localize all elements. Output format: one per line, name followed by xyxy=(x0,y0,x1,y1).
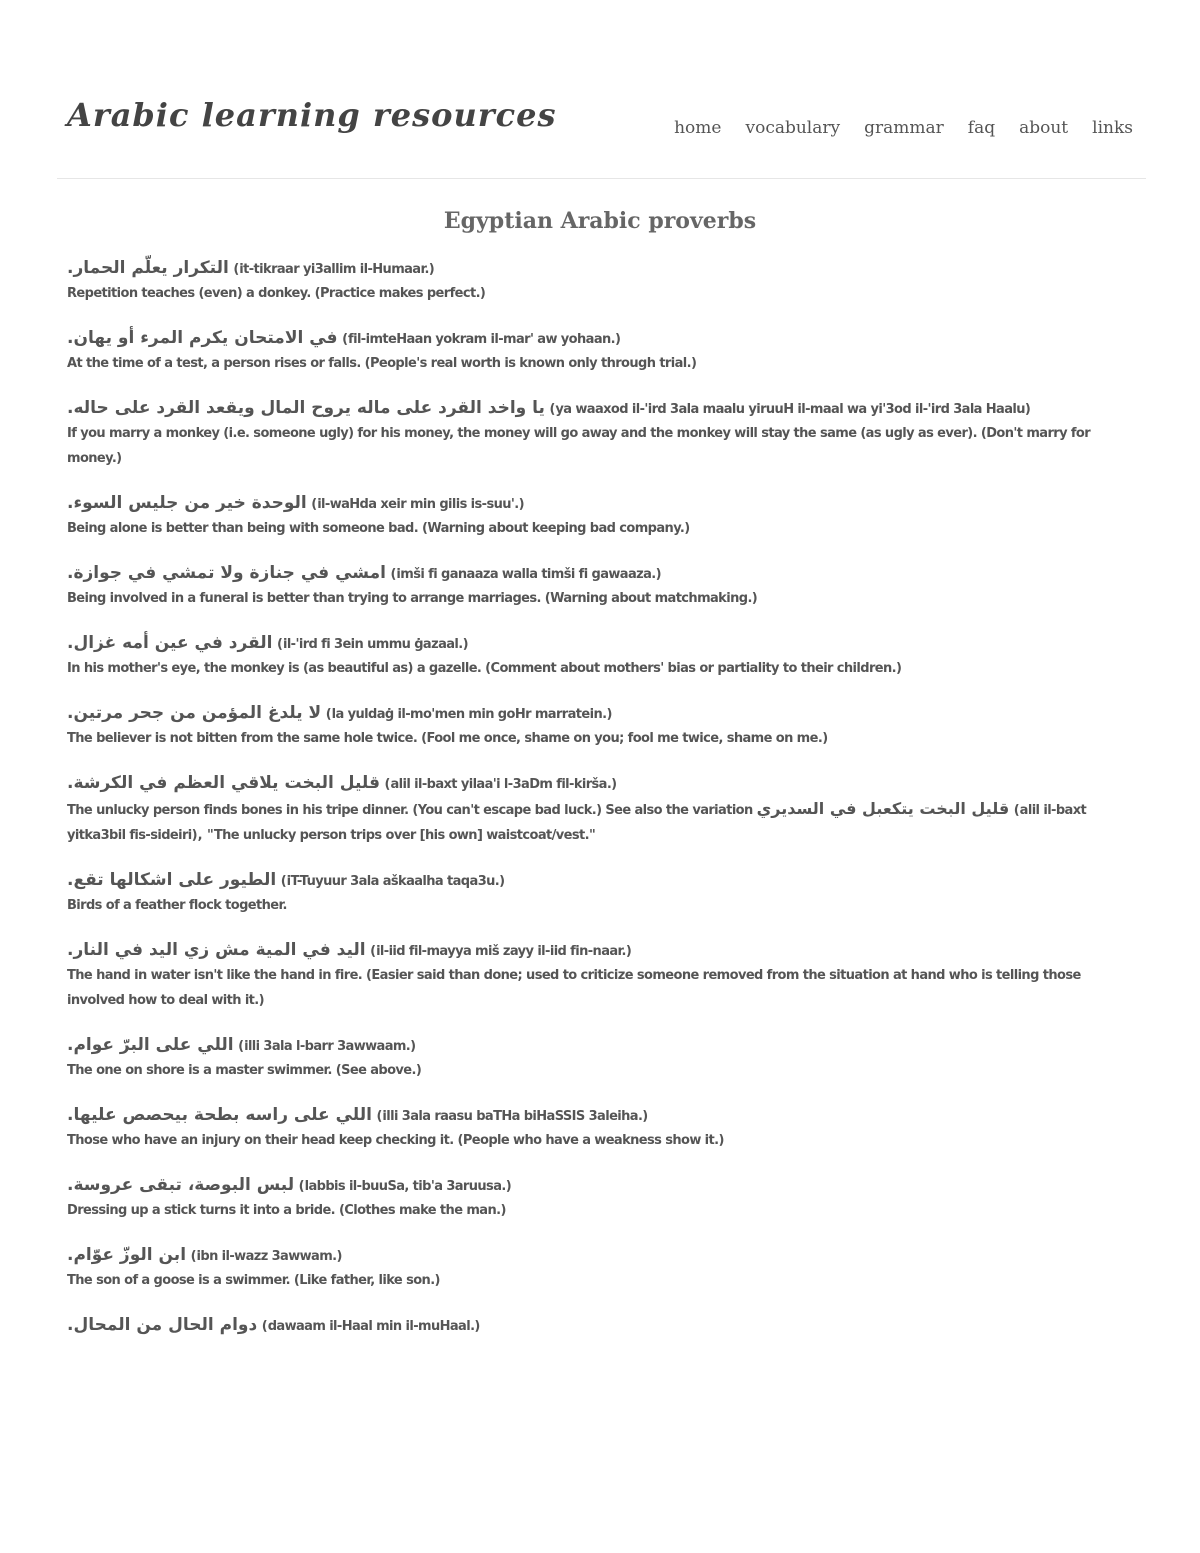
proverb-transliteration: (imši fi ganaaza walla timši fi gawaaza.) xyxy=(390,567,662,582)
proverb-line xyxy=(67,1244,1133,1268)
proverb-translation: The hand in water isn't like the hand in fire. (Easier said than done; used to criticize someone removed from the situation at hand who is telling those involved how to deal with it.) xyxy=(67,968,1081,1008)
proverb-item xyxy=(67,397,1133,471)
proverb-line xyxy=(67,397,1133,421)
site-title[interactable]: Arabic learning resources xyxy=(67,96,557,134)
proverb-item xyxy=(67,869,1133,918)
proverb-translation: Being involved in a funeral is better than trying to arrange marriages. (Warning about matchmaking.) xyxy=(67,591,758,606)
proverb-item xyxy=(67,1314,1133,1338)
proverb-arabic: قليل البخت يلاقي العظم في الكرشة. xyxy=(67,773,380,793)
proverb-line xyxy=(67,257,1133,281)
proverb-transliteration: (il-iid fil-mayya miš zayy il-iid fin-naar.) xyxy=(370,944,632,959)
proverb-arabic: التكرار يعلّم الحمار. xyxy=(67,258,229,278)
proverb-item xyxy=(67,257,1133,306)
proverb-arabic: الطيور على اشكالها تقع. xyxy=(67,870,277,890)
proverb-line xyxy=(67,562,1133,586)
proverb-translation: Repetition teaches (even) a donkey. (Practice makes perfect.) xyxy=(67,286,486,301)
page-title: Egyptian Arabic proverbs xyxy=(443,208,757,234)
proverb-transliteration: (dawaam il-Haal min il-muHaal.) xyxy=(261,1319,481,1334)
proverb-line xyxy=(67,702,1133,726)
proverb-translation xyxy=(67,796,1133,848)
proverb-translation: Being alone is better than being with someone bad. (Warning about keeping bad company.) xyxy=(67,521,690,536)
proverb-translation: The one on shore is a master swimmer. (See above.) xyxy=(67,1063,422,1078)
proverb-translation: At the time of a test, a person rises or falls. (People's real worth is known only through trial.) xyxy=(67,356,697,371)
proverb-arabic: القرد في عين أمه غزال. xyxy=(67,633,273,653)
proverb-transliteration: (illi 3ala raasu baTHa biHaSSIS 3aleiha.) xyxy=(376,1109,649,1124)
proverb-line xyxy=(67,869,1133,893)
proverb-arabic: اللي على راسه بطحة بيحصص عليها. xyxy=(67,1105,372,1125)
proverb-transliteration: (il-'ird fi 3ein ummu ġazaal.) xyxy=(277,637,469,652)
proverb-transliteration: (it-tikraar yi3allim il-Humaar.) xyxy=(233,262,435,277)
nav-links[interactable]: links xyxy=(1092,118,1133,138)
proverb-line xyxy=(67,1314,1133,1338)
proverb-translation: Birds of a feather flock together. xyxy=(67,898,287,913)
proverb-arabic: الوحدة خير من جليس السوء. xyxy=(67,493,307,513)
proverb-line xyxy=(67,939,1133,963)
proverb-item xyxy=(67,1104,1133,1153)
proverb-transliteration: (alil il-baxt yilaa'i l-3aDm fil-kirša.) xyxy=(384,777,618,792)
proverb-transliteration: (illi 3ala l-barr 3awwaam.) xyxy=(238,1039,417,1054)
proverb-line xyxy=(67,492,1133,516)
main-content xyxy=(67,208,1133,1359)
proverb-item xyxy=(67,562,1133,611)
proverb-item xyxy=(67,632,1133,681)
proverb-translation: Dressing up a stick turns it into a bride. (Clothes make the man.) xyxy=(67,1203,506,1218)
proverb-arabic: في الامتحان يكرم المرء أو يهان. xyxy=(67,328,338,348)
proverb-arabic: لا يلدغ المؤمن من جحر مرتين. xyxy=(67,703,322,723)
nav-grammar[interactable]: grammar xyxy=(864,118,944,138)
proverb-transliteration: (labbis il-buuSa, tib'a 3aruusa.) xyxy=(298,1179,512,1194)
proverb-line xyxy=(67,632,1133,656)
proverb-arabic: اللي على البرّ عوام. xyxy=(67,1035,234,1055)
proverb-transliteration: (iT-Tuyuur 3ala aškaalha taqa3u.) xyxy=(280,874,506,889)
proverb-variation-arabic: قليل البخت يتكعبل في السديري xyxy=(756,799,1010,818)
proverb-item xyxy=(67,1174,1133,1223)
proverb-arabic: ابن الوزّ عوّام. xyxy=(67,1245,187,1265)
proverb-item xyxy=(67,939,1133,1013)
proverb-line xyxy=(67,1174,1133,1198)
proverb-arabic: لبس البوصة، تبقى عروسة. xyxy=(67,1175,295,1195)
nav-home[interactable]: home xyxy=(674,118,722,138)
proverb-item xyxy=(67,772,1133,848)
proverb-item xyxy=(67,1244,1133,1293)
proverb-translation: Those who have an injury on their head keep checking it. (People who have a weakness show it.) xyxy=(67,1133,724,1148)
proverb-line xyxy=(67,1034,1133,1058)
proverb-transliteration: (fil-imteHaan yokram il-mar' aw yohaan.) xyxy=(342,332,621,347)
proverb-translation: If you marry a monkey (i.e. someone ugly) for his money, the money will go away and the monkey will stay the same (as ugly as ever). (Don't marry for money.) xyxy=(67,426,1091,466)
proverb-translation: In his mother's eye, the monkey is (as beautiful as) a gazelle. (Comment about mothers' bias or partiality to their children.) xyxy=(67,661,902,676)
proverb-variation-text: (alil il-baxt yitka3bil fis-sideiri), "The unlucky person trips over [his own] waistcoat/vest." xyxy=(67,803,1087,843)
proverb-item xyxy=(67,702,1133,751)
proverb-translation-text: The unlucky person finds bones in his tripe dinner. (You can't escape bad luck.) See also the variation xyxy=(67,803,753,818)
nav-vocabulary[interactable]: vocabulary xyxy=(745,118,841,138)
proverb-arabic: امشي في جنازة ولا تمشي في جوازة. xyxy=(67,563,386,583)
main-nav xyxy=(674,118,1133,138)
proverb-line xyxy=(67,772,1133,796)
proverb-item xyxy=(67,327,1133,376)
proverb-item xyxy=(67,1034,1133,1083)
proverb-translation: The son of a goose is a swimmer. (Like father, like son.) xyxy=(67,1273,440,1288)
nav-faq[interactable]: faq xyxy=(967,118,996,138)
site-header xyxy=(57,0,1146,179)
nav-about[interactable]: about xyxy=(1019,118,1069,138)
proverb-transliteration: (il-waHda xeir min gilis is-suu'.) xyxy=(311,497,525,512)
proverb-line xyxy=(67,327,1133,351)
proverb-transliteration: (ibn il-wazz 3awwam.) xyxy=(190,1249,343,1264)
proverb-transliteration: (la yuldaġ il-mo'men min goHr marratein.) xyxy=(325,707,613,722)
proverb-arabic: دوام الحال من المحال. xyxy=(67,1315,258,1335)
proverb-arabic: يا واخد القرد على ماله يروح المال ويقعد القرد على حاله. xyxy=(67,398,545,418)
proverb-translation: The believer is not bitten from the same hole twice. (Fool me once, shame on you; fool me twice, shame on me.) xyxy=(67,731,828,746)
proverb-line xyxy=(67,1104,1133,1128)
proverb-arabic: اليد في المية مش زي اليد في النار. xyxy=(67,940,366,960)
proverb-item xyxy=(67,492,1133,541)
proverb-transliteration: (ya waaxod il-'ird 3ala maalu yiruuH il-maal wa yi'3od il-'ird 3ala Haalu) xyxy=(549,402,1031,417)
